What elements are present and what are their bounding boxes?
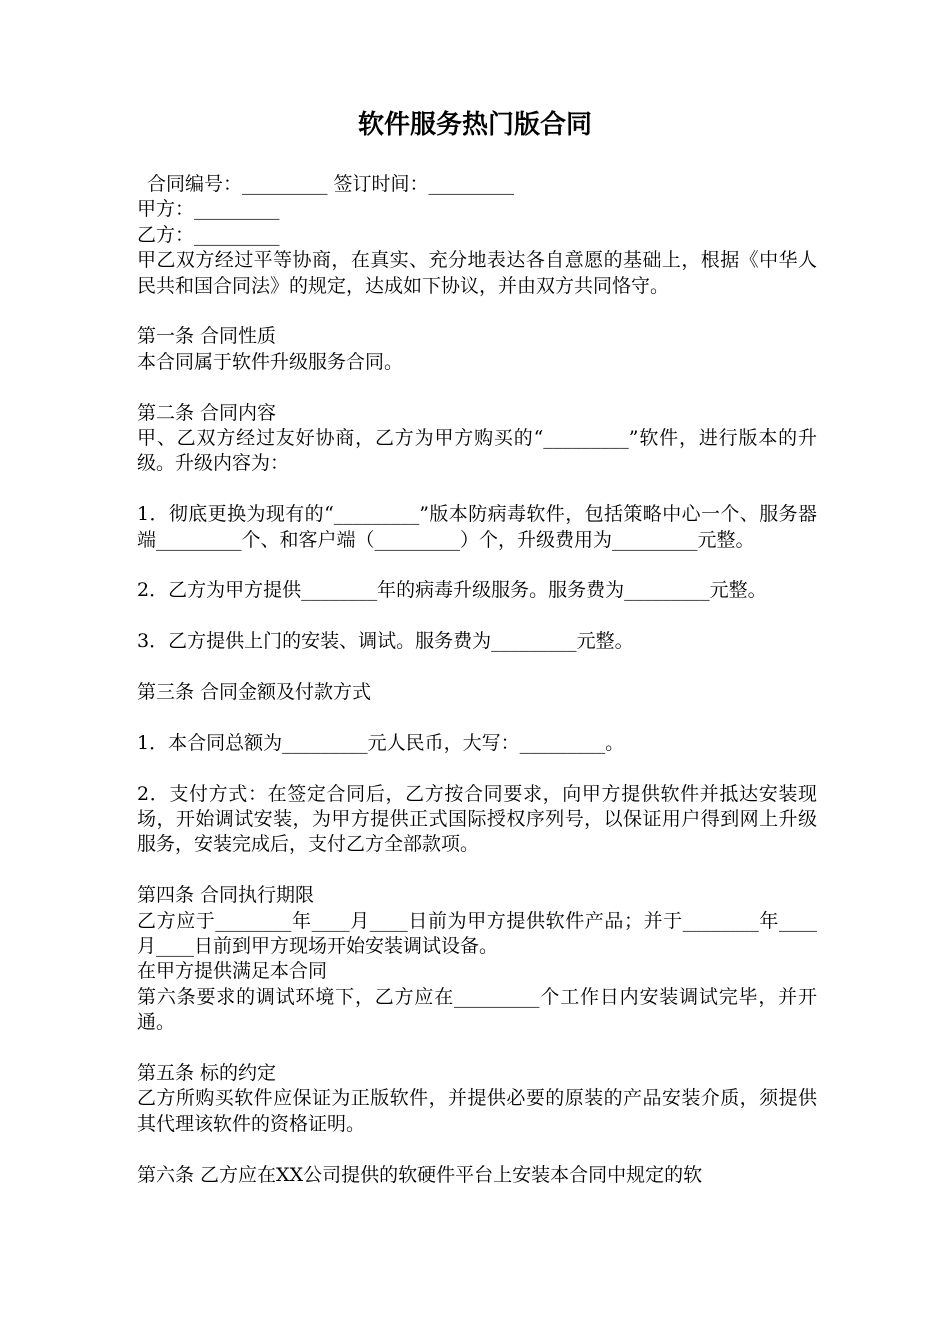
article-5-heading: 第五条 标的约定 xyxy=(137,1062,277,1085)
article-2-heading: 第二条 合同内容 xyxy=(137,401,277,424)
article-3-item-2: 2．支付方式：在签定合同后，乙方按合同要求，向甲方提供软件并抵达安装现场，开始调试安装，为甲方提供正式国际授权序列号，以保证用户得到网上升级服务，安装完成后，支付乙方全部款项。 xyxy=(137,782,817,856)
article-6-text: 第六条 乙方应在XX公司提供的软硬件平台上安装本合同中规定的软 xyxy=(137,1163,703,1186)
article-2-item-1: 1．彻底更换为现有的“_________”版本防病毒软件，包括策略中心一个、服务器端_________个、和客户端（_________）个，升级费用为_________元整。 xyxy=(137,503,817,551)
party-a-line: 甲方：_________ xyxy=(137,198,280,221)
article-4-text-1: 乙方应于________年____月____日前为甲方提供软件产品；并于________年____月____日前到甲方现场开始安装调试设备。 xyxy=(137,909,817,958)
blank-line xyxy=(137,756,817,781)
article-2-item-3: 3．乙方提供上门的安装、调试。服务费为_________元整。 xyxy=(137,630,634,653)
article-2-text: 甲、乙双方经过友好协商，乙方为甲方购买的“_________”软件，进行版本的升级。升级内容为： xyxy=(137,427,817,475)
blank-line xyxy=(137,858,817,883)
blank-line xyxy=(137,299,817,324)
blank-line xyxy=(137,604,817,629)
article-5-text: 乙方所购买软件应保证为正版软件，并提供必要的原装的产品安装介质，须提供其代理该软件的资格证明。 xyxy=(137,1087,817,1135)
article-4-heading: 第四条 合同执行期限 xyxy=(137,884,315,907)
article-3-item-1: 1．本合同总额为_________元人民币，大写：_________。 xyxy=(137,731,625,754)
blank-line xyxy=(137,705,817,730)
blank-line xyxy=(137,375,817,400)
article-4-text-2: 在甲方提供满足本合同 xyxy=(137,960,328,983)
article-4-text-3: 第六条要求的调试环境下，乙方应在_________个工作日内安装调试完毕，并开通。 xyxy=(137,985,817,1034)
document-body xyxy=(137,172,817,1188)
blank-line xyxy=(137,655,817,680)
document-title: 软件服务热门版合同 xyxy=(357,110,592,140)
article-1-heading: 第一条 合同性质 xyxy=(137,325,277,348)
blank-line xyxy=(137,1137,817,1162)
party-b-line: 乙方：_________ xyxy=(137,223,280,246)
blank-line xyxy=(137,1036,817,1061)
article-1-text: 本合同属于软件升级服务合同。 xyxy=(137,350,404,373)
preamble-paragraph: 甲乙双方经过平等协商，在真实、充分地表达各自意愿的基础上，根据《中华人民共和国合同法》的规定，达成如下协议，并由双方共同恪守。 xyxy=(137,249,817,297)
article-2-item-2: 2．乙方为甲方提供________年的病毒升级服务。服务费为_________元整。 xyxy=(137,579,767,602)
blank-line xyxy=(137,477,817,502)
blank-line xyxy=(137,553,817,578)
contract-number-line: 合同编号：_________ 签订时间：_________ xyxy=(147,173,515,195)
article-3-heading: 第三条 合同金额及付款方式 xyxy=(137,681,372,704)
